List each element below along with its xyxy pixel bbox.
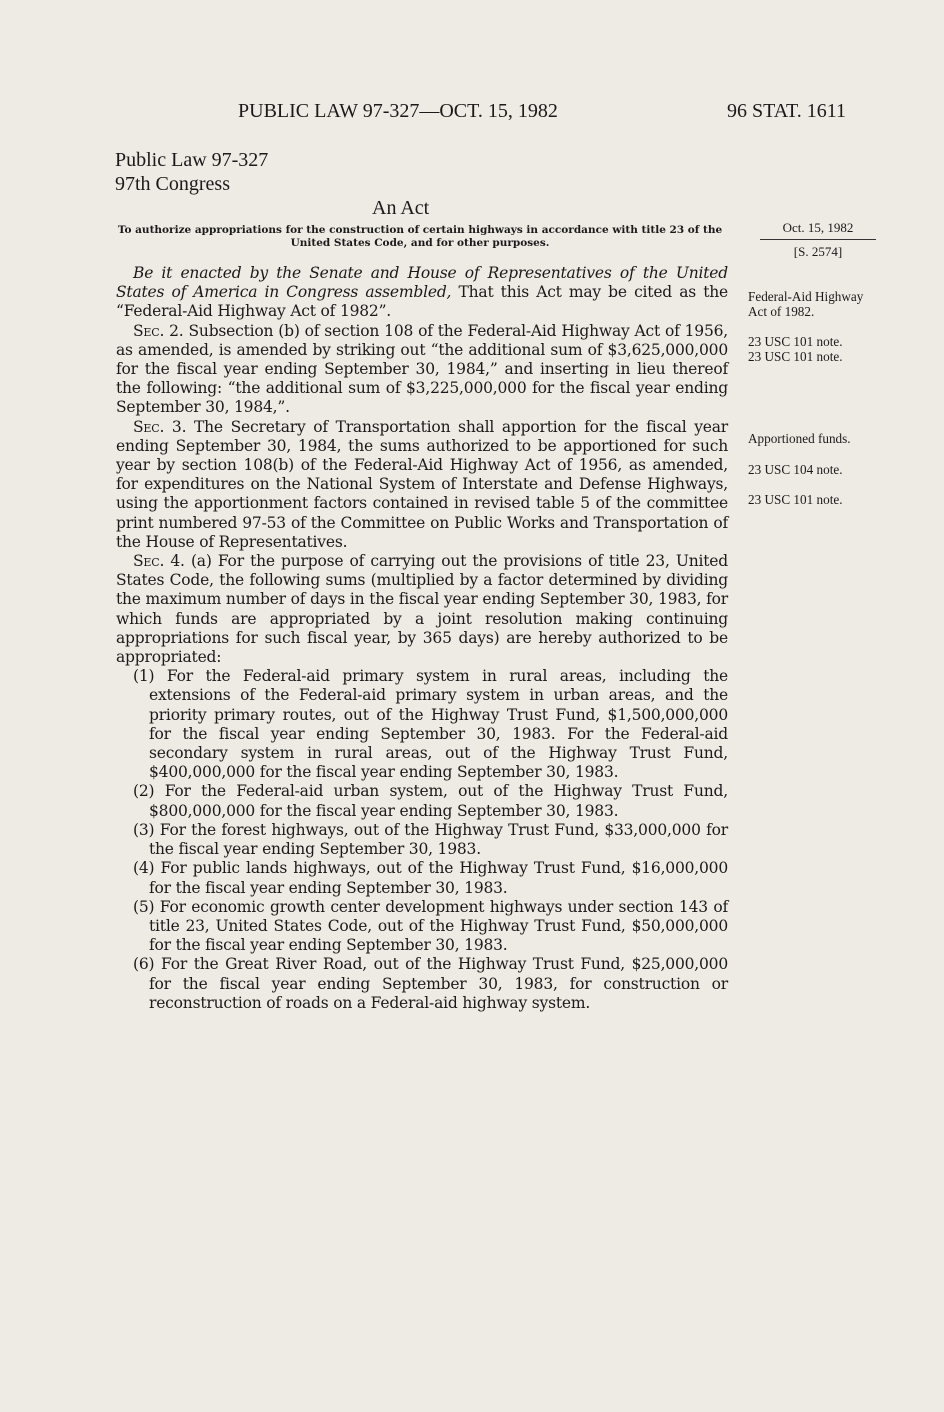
running-head-stat-page: 96 STAT. 1611 [727, 100, 846, 122]
paragraph-6: (6) For the Great River Road, out of the Highway Trust Fund, $25,000,000 for the fiscal year ending September 30, 1983, for construction or reconstruction of roads on a Federal-aid highway system. [133, 955, 728, 1012]
margin-note-usc-citation: 23 USC 101 note. [748, 492, 843, 507]
act-long-title: To authorize appropriations for the construction of certain highways in accordance with title 23 of the United States Code, and for other purposes. [117, 224, 723, 249]
margin-note-usc-citation: 23 USC 104 note. [748, 462, 843, 477]
section-1-text: That this Act may be cited as the “Federal-Aid Highway Act of 1982”. [116, 283, 729, 321]
paragraph-5: (5) For economic growth center development highways under section 143 of title 23, United States Code, out of the Highway Trust Fund, $50,000,000 for the fiscal year ending September 30, 1983. [133, 897, 728, 955]
margin-note-usc-citation: 23 USC 101 note. [748, 349, 843, 364]
paragraph-1: (1) For the Federal-aid primary system in rural areas, including the extensions of the Federal-aid primary system in urban areas, and the priority primary routes, out of the Highway Trust Fund, $1,500,000,000 for the fiscal year ending September 30, 1983. For the Federal-aid secondary system in rural areas, out of the Highway Trust Fund, $400,000,000 for the fiscal year ending September 30, 1983. [133, 667, 728, 782]
section-2-label: Sec. 2. [133, 321, 184, 340]
margin-note-short-title: Federal-Aid Highway Act of 1982. [748, 289, 864, 319]
running-head [0, 100, 944, 130]
public-law-number: Public Law 97-327 [115, 149, 269, 171]
margin-note-usc-citation: 23 USC 101 note. [748, 334, 843, 349]
section-2-text: Subsection (b) of section 108 of the Federal-Aid Highway Act of 1956, as amended, is amended by striking out “the additional sum of $3,625,000,000 for the fiscal year ending September 30, 1984,” and inserting in lieu thereof the following: “the additional sum of $3,225,000,000 for the fiscal year ending September 30, 1984,”. [116, 321, 728, 417]
bill-number: [S. 2574] [793, 244, 843, 259]
enactment-date: Oct. 15, 1982 [760, 220, 876, 240]
section-4-label: Sec. 4. [133, 552, 185, 571]
act-heading: An Act [372, 197, 430, 219]
section-1 [116, 264, 728, 322]
law-identifier [115, 148, 268, 196]
paragraph-4: (4) For public lands highways, out of the Highway Trust Fund, $16,000,000 for the fiscal year ending September 30, 1983. [133, 859, 728, 897]
paragraph-2: (2) For the Federal-aid urban system, out of the Highway Trust Fund, $800,000,000 for the fiscal year ending September 30, 1983. [133, 782, 728, 820]
section-4-text: (a) For the purpose of carrying out the provisions of title 23, United States Code, the following sums (multiplied by a factor determined by dividing the maximum number of days in the fiscal year ending September 30, 1983, for which funds are appropriated by a joint resolution making continuing appropriations for such fiscal year, by 365 days) are hereby authorized to be appropriated: [116, 552, 729, 667]
enactment-date-block [760, 220, 876, 260]
running-head-law-date: PUBLIC LAW 97-327—OCT. 15, 1982 [238, 100, 558, 122]
paragraph-3: (3) For the forest highways, out of the Highway Trust Fund, $33,000,000 for the fiscal year ending September 30, 1983. [133, 820, 728, 859]
section-3-label: Sec. 3. [133, 417, 187, 436]
margin-note-apportioned-funds: Apportioned funds. [748, 431, 851, 446]
enacting-clause: Be it enacted by the Senate and House of Representatives of the United States of America in Congress assembled, [116, 264, 728, 302]
act-body [116, 264, 728, 1013]
section-2 [116, 322, 728, 418]
section-4 [116, 552, 728, 667]
congress-number: 97th Congress [115, 173, 230, 195]
section-3 [116, 418, 728, 552]
section-3-text: The Secretary of Transportation shall apportion for the fiscal year ending September 30, 1984, the sums authorized to be apportioned for such year by section 108(b) of the Federal-Aid Highway Act of 1956, as amended, for expenditures on the National System of Interstate and Defense Highways, using the apportionment factors contained in revised table 5 of the committee print numbered 97-53 of the Committee on Public Works and Transportation of the House of Representatives. [116, 417, 728, 551]
